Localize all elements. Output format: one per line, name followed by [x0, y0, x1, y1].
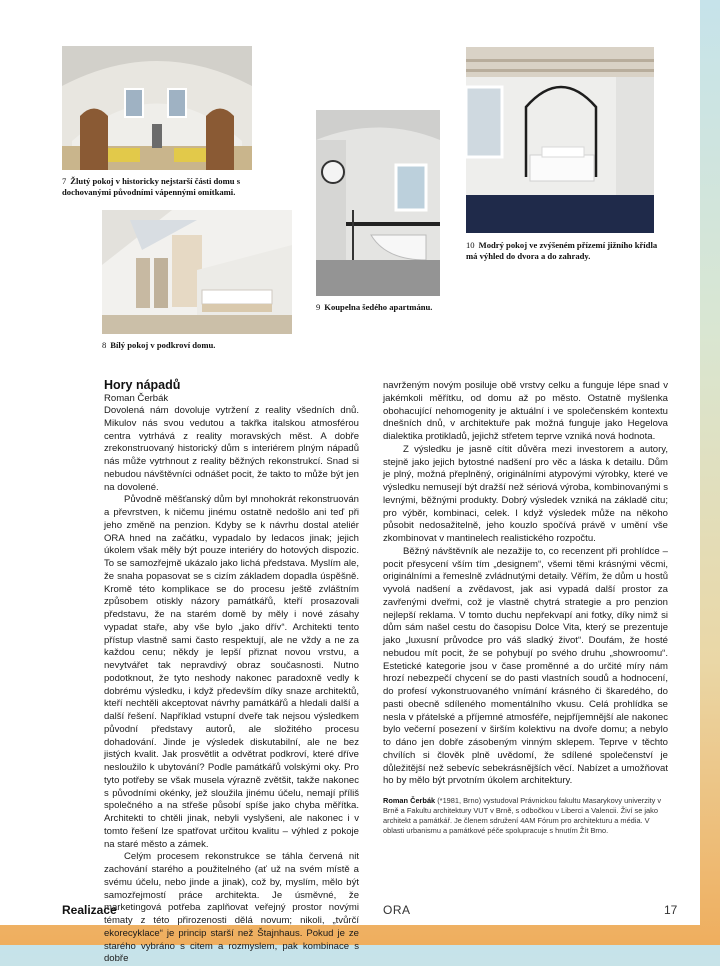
photo-yellow-room [62, 46, 252, 170]
paragraph: Dovolená nám dovoluje vytržení z reality všedních dnů. Mikulov nás svou vedutou a takřka italskou atmosférou centra vytrhává z reality moravských měst. A dobře zrekonstruovaný historický dům s interiérem plným nápadů nás může vytrhnout z reality běžných rekonstrukcí. Snad si nebudou návštěvníci odnášet pocit, že takto to může být jen na dovolené. [104, 405, 359, 493]
paragraph: Běžný návštěvník ale nezažije to, co recenzent při prohlídce – pocit přesycení vším tím „designem“, všemi těmi krásnými věcmi, originálními a řemeslně zvládnutými detaily. Věřím, že dům u hostů vyvolá nadšení a zvědavost, jak asi vypadá další prostor za zavřenými dveřmi, což je vlastně chytrá strategie a pro penzion nejlepší reklama. V tomto duchu nepřekvapí ani fotky, díky nimž si dům sám našel cestu do časopisu Dolce Vita, který se prezentuje jako „luxusní průvodce pro váš sladký život“. Doufám, že hosté nebudou mít pocit, že se pohybují po svého druhu „showroomu“. Estetické kategorie jsou v čase proměnné a do určité míry nám hrozí nebezpečí chycení se do pasti vlastních soudů a hodnocení, do profesí vykonstruovaného vnímání krásného či škaredého, do pasti obecně sdíleného momentálního vkusu. Celá prohlídka se nesla v přátelské a příjemné atmosféře, nejpříjemnější ale nakonec bylo večerní posezení v širším kolektivu na dvoře domu; a nebylo to dáno jen dobře zásobeným vinným sklepem. Teprve v těchto chvílích si člověk plně uvědomí, že sdílené společenství je důležitější než sebevíc sebekrásnějších věcí. Nabízet a umožňovat ho by mělo být prvotním úkolem architektury. [383, 545, 668, 787]
article-right-column [383, 380, 668, 788]
bio-text: (*1981, Brno) vystudoval Právnickou fakultu Masarykovy univerzity v Brně a Fakultu architektury VUT v Brně, s odbočkou v Liberci a Valencii. Živí se jako architekt a památkář. Je členem sdružení 4AM Fórum pro architekturu a média. V oblasti urbanismu a památkové péče spolupracuje s hnutím Žít Brno. [383, 796, 662, 835]
caption-9 [316, 302, 456, 313]
caption-10 [466, 240, 666, 261]
attic-room-image [102, 210, 292, 334]
paragraph: Původně měšťanský dům byl mnohokrát rekonstruován a převrstven, k ničemu jinému ostatně nedošlo ani teď při jeho změně na penzion. Kdyby se k návrhu dostal ateliér ORA hned na začátku, vypadalo by ledacos jinak; jejich úkolem však měly být pouze interiéry do hotových dispozic. To se samozřejmě ukázalo jako lichá představa. Myslím ale, že snaha popasovat se s cizím základem dopadla úspěšně. Kromě této komplikace se do procesu ještě zvláštním způsobem otiskly názory památkářů, kteří prosazovali představu, že na starém domě by měly i nové zásahy vypadat staře, aby vše bylo „jako dřív“. Architekti tento přístup vlastně sami často respektují, ale ne vždy a ne za každou cenu; někdy je lepší přiznat novou vrstvu, a nevytvářet tak nepravdivý obraz současnosti. Nutno podotknout, že tyto neshody nakonec paradoxně vedly k dobrému výsledku, i když především díky snaze architektů, kteří nechtěli akceptovat návrhy památkářů a hledali další a další řešení. Například vstupní dveře tak nejsou výsledkem původní představy autorů, ale složitého procesu dohadování. Jinde je výsledek diskutabilní, ale ne bez jistých kvalit. Jak prosvětlit a odvětrat podkroví, které dříve nesloužilo k ubytování? Podle památkářů volskými oky. Pro tyto potřeby se však musela výrazně zvětšit, takže nakonec s původními okénky, jež sloužila jinému účelu, nemají příliš společného a na střeše působí spíše jako chyba měřítka. Architekti to chtěli jinak, nebyli vyslyšeni, ale nakonec i v tomto řešení lze spatřovat určitou kvalitu – výhled z pokoje na staré město a zámek. [104, 494, 359, 850]
bathroom-image [316, 110, 440, 296]
blue-room-image [466, 47, 654, 233]
page-number: 17 [664, 903, 678, 917]
caption-text: Koupelna šedého apartmánu. [324, 302, 433, 312]
article-left-column [104, 405, 359, 966]
caption-number: 9 [316, 302, 321, 312]
caption-number: 10 [466, 240, 475, 250]
footer-studio: ORA [383, 903, 411, 917]
caption-text: Bílý pokoj v podkroví domu. [110, 340, 216, 350]
caption-text: Modrý pokoj ve zvýšeném přízemí jižního křídla má výhled do dvora a do zahrady. [466, 240, 658, 261]
caption-7 [62, 176, 262, 197]
caption-text: Žlutý pokoj v historicky nejstarší části domu s dochovanými původními vápennými omítkami. [62, 176, 241, 197]
paragraph: Z výsledku je jasně cítit důvěra mezi investorem a autory, stejně jako jejich bytostné nadšení pro věc a láska k detailu. Dům je plný, možná přeplněný, originálními atypovými výrobky, které ve výsledku nemusejí být dražší než sériová výroba, kombinovanými s levnými, běžnými produkty. Dobrý výsledek vzniká na základě citu; pro výběr, kombinaci, celek. I když výsledek může na někoho působit nedosažitelně, jeho kouzlo spočívá právě v umění vše zkombinovat v mantinelech realistického rozpočtu. [383, 443, 668, 544]
article-author: Roman Čerbák [104, 393, 169, 404]
paragraph: navrženým novým posiluje obě vrstvy celku a funguje lépe snad v jakémkoli měřítku, od domu až po město. Ostatně myšlenka obohacující nehomogenity je aktuální i ve společenském kontextu dnešních dnů, v architektuře pak možná funguje jako Hegelova dialektika protikladů, jejichž střetem teprve vzniká nová hodnota. [383, 380, 668, 442]
yellow-room-image [62, 46, 252, 170]
caption-8 [102, 340, 302, 351]
photo-bathroom [316, 110, 440, 296]
caption-number: 8 [102, 340, 107, 350]
bio-name: Roman Čerbák [383, 796, 436, 805]
photo-white-attic-room [102, 210, 292, 334]
caption-number: 7 [62, 176, 67, 186]
photo-blue-room [466, 47, 654, 233]
paragraph: Celým procesem rekonstrukce se táhla červená nit zachování starého a použitelného (ať už na svém místě a svému účelu, nebo jinde a jinak), což by, myslím, mělo být samozřejmostí práce architekta. Je úsměvné, že marketingová potřeba zaplňovat veřejný prostor novými tématy z této přirozenosti dělá novum; nikoli, „tvůrčí ekorecyklace“ je princip starší než Štajnhaus. Pokud je ze starého vybráno s citem a rozmyslem, pak kombinace s dobře [104, 851, 359, 965]
footer-section: Realizace [62, 903, 117, 917]
author-bio [383, 796, 668, 836]
article-title: Hory nápadů [104, 378, 181, 392]
